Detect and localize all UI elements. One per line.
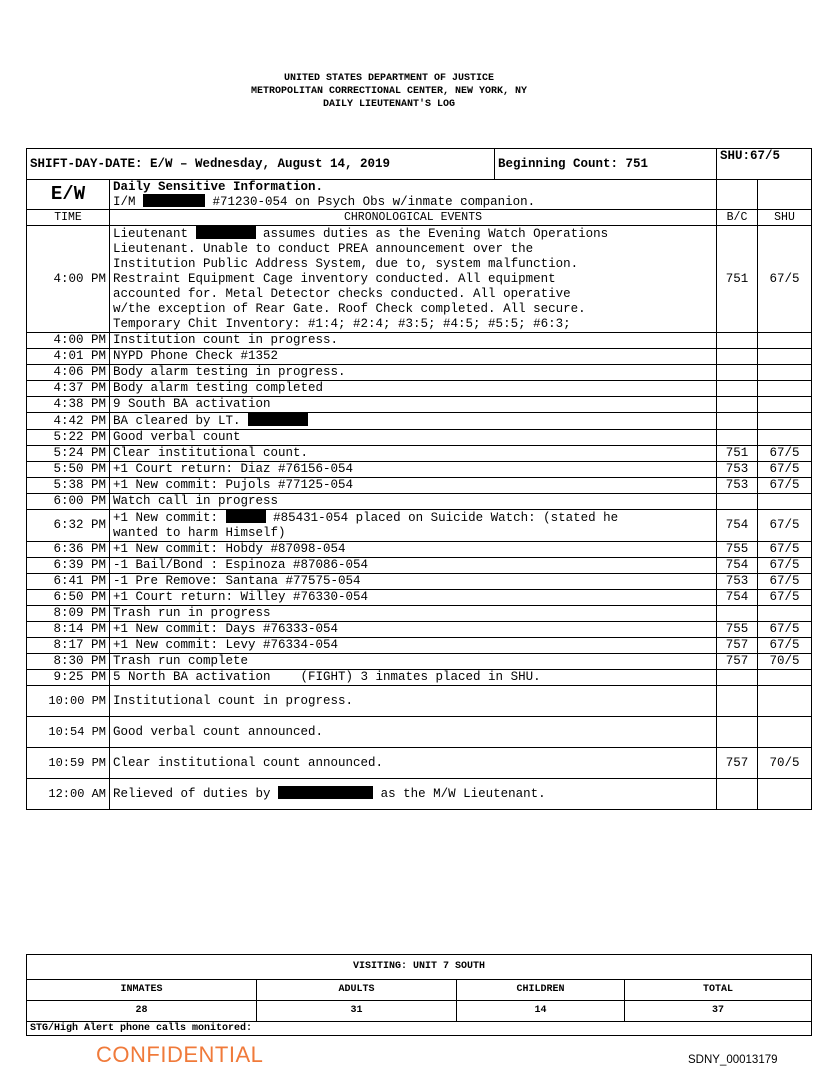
log-entry-row bbox=[27, 638, 812, 654]
visiting-header-inmates: INMATES bbox=[27, 980, 257, 1001]
col-bc: B/C bbox=[717, 210, 758, 226]
entry-event bbox=[110, 381, 717, 397]
first-entry-row bbox=[27, 226, 812, 333]
log-table bbox=[26, 148, 812, 810]
log-entry-row bbox=[27, 510, 812, 542]
entry-text: accounted for. Metal Detector checks conducted. All operative bbox=[113, 287, 571, 301]
entry-text: BA cleared by LT. bbox=[113, 414, 241, 428]
entry-bc: 757 bbox=[717, 748, 758, 779]
entry-bc bbox=[717, 717, 758, 748]
log-entry-row bbox=[27, 590, 812, 606]
entry-text: Trash run complete bbox=[113, 654, 249, 668]
watch-label: E/W bbox=[27, 180, 110, 210]
sensitive-info bbox=[110, 180, 717, 210]
entry-event bbox=[110, 365, 717, 381]
entry-time: 4:00 PM bbox=[27, 333, 110, 349]
entry-time: 8:14 PM bbox=[27, 622, 110, 638]
visiting-values-row bbox=[27, 1001, 812, 1022]
entry-shu: 70/5 bbox=[758, 748, 812, 779]
sensitive-title: Daily Sensitive Information. bbox=[113, 180, 324, 194]
entry-event bbox=[110, 462, 717, 478]
entry-time: 10:54 PM bbox=[27, 717, 110, 748]
entry-shu: 67/5 bbox=[758, 638, 812, 654]
entry-bc bbox=[717, 494, 758, 510]
entry-text: Watch call in progress bbox=[113, 494, 279, 508]
entry-shu bbox=[758, 494, 812, 510]
entry-bc: 754 bbox=[717, 558, 758, 574]
visiting-adults: 31 bbox=[257, 1001, 457, 1022]
log-entry-row bbox=[27, 748, 812, 779]
entry-shu: 67/5 bbox=[758, 574, 812, 590]
entry-shu: 67/5 bbox=[758, 510, 812, 542]
entry-event bbox=[110, 606, 717, 622]
entry-shu: 70/5 bbox=[758, 654, 812, 670]
log-entry-row bbox=[27, 478, 812, 494]
visiting-title-row bbox=[27, 955, 812, 980]
entry-shu bbox=[758, 397, 812, 413]
column-headers bbox=[27, 210, 812, 226]
entry-text: Clear institutional count. bbox=[113, 446, 309, 460]
entry-text: assumes duties as the Evening Watch Operations bbox=[263, 227, 609, 241]
entry-shu bbox=[758, 670, 812, 686]
log-entry-row bbox=[27, 413, 812, 430]
visiting-total: 37 bbox=[625, 1001, 812, 1022]
entry-shu bbox=[758, 686, 812, 717]
entry-text: Good verbal count announced. bbox=[113, 724, 324, 739]
entry-bc: 753 bbox=[717, 462, 758, 478]
entry-bc bbox=[717, 686, 758, 717]
entry-text: wanted to harm Himself) bbox=[113, 526, 286, 540]
log-entry-row bbox=[27, 670, 812, 686]
entry-event bbox=[110, 590, 717, 606]
entry-bc bbox=[717, 349, 758, 365]
header-line-1: UNITED STATES DEPARTMENT OF JUSTICE bbox=[283, 73, 495, 84]
entry-shu bbox=[758, 413, 812, 430]
log-entry-row bbox=[27, 686, 812, 717]
entry-event bbox=[110, 717, 717, 748]
entry-text: +1 Court return: Willey #76330-054 bbox=[113, 590, 369, 604]
log-entry-row bbox=[27, 558, 812, 574]
log-entry-row bbox=[27, 717, 812, 748]
entry-shu bbox=[758, 606, 812, 622]
stg-calls-label: STG/High Alert phone calls monitored: bbox=[27, 1022, 812, 1036]
redaction-block bbox=[143, 194, 205, 207]
entry-text: +1 Court return: Diaz #76156-054 bbox=[113, 462, 354, 476]
entry-event bbox=[110, 542, 717, 558]
entry-time: 8:09 PM bbox=[27, 606, 110, 622]
bates-number: SDNY_00013179 bbox=[688, 1054, 778, 1066]
entry-text: Lieutenant. Unable to conduct PREA announcement over the bbox=[113, 242, 534, 256]
visiting-header-adults: ADULTS bbox=[257, 980, 457, 1001]
entry-bc bbox=[717, 365, 758, 381]
log-entry-row bbox=[27, 381, 812, 397]
entry-text: Trash run in progress bbox=[113, 606, 271, 620]
entry-time: 6:32 PM bbox=[27, 510, 110, 542]
entry-shu bbox=[758, 717, 812, 748]
entry-time: 8:17 PM bbox=[27, 638, 110, 654]
entry-text: +1 New commit: Days #76333-054 bbox=[113, 622, 339, 636]
entry-text: NYPD Phone Check #1352 bbox=[113, 349, 279, 363]
log-entry-row bbox=[27, 542, 812, 558]
entry-text: 5 North BA activation (FIGHT) 3 inmates placed in SHU. bbox=[113, 670, 541, 684]
entry-event bbox=[110, 494, 717, 510]
entry-text: Good verbal count bbox=[113, 430, 241, 444]
entry-event bbox=[110, 478, 717, 494]
entry-time: 10:00 PM bbox=[27, 686, 110, 717]
entry-bc bbox=[717, 606, 758, 622]
entry-bc bbox=[717, 413, 758, 430]
header-line-2: METROPOLITAN CORRECTIONAL CENTER, NEW YORK, NY bbox=[250, 86, 528, 97]
col-time: TIME bbox=[27, 210, 110, 226]
entry-time: 6:41 PM bbox=[27, 574, 110, 590]
entry-bc: 754 bbox=[717, 590, 758, 606]
entry-bc bbox=[717, 779, 758, 810]
entry-bc: 757 bbox=[717, 654, 758, 670]
entry-text: as the M/W Lieutenant. bbox=[380, 787, 546, 801]
entry-bc bbox=[717, 333, 758, 349]
entry-text: Body alarm testing in progress. bbox=[113, 365, 346, 379]
entry-time: 4:42 PM bbox=[27, 413, 110, 430]
log-entry-row bbox=[27, 397, 812, 413]
entry-text: +1 New commit: Pujols #77125-054 bbox=[113, 478, 354, 492]
entry-shu: 67/5 bbox=[758, 446, 812, 462]
entry-text: #85431-054 placed on Suicide Watch: (stated he bbox=[273, 511, 619, 525]
header-line-3: DAILY LIEUTENANT'S LOG bbox=[322, 99, 456, 110]
entry-time: 5:38 PM bbox=[27, 478, 110, 494]
entry-event bbox=[110, 558, 717, 574]
entry-event bbox=[110, 446, 717, 462]
shift-day-date: SHIFT-DAY-DATE: E/W – Wednesday, August 14, 2019 bbox=[27, 149, 495, 180]
entry-time: 4:38 PM bbox=[27, 397, 110, 413]
entry-time: 9:25 PM bbox=[27, 670, 110, 686]
visiting-table bbox=[26, 954, 812, 1036]
entry-event bbox=[110, 748, 717, 779]
entry-text: Clear institutional count announced. bbox=[113, 755, 384, 770]
entry-text: Lieutenant bbox=[113, 227, 189, 241]
sensitive-prefix: I/M bbox=[113, 195, 136, 209]
entry-bc bbox=[717, 430, 758, 446]
log-entry-row bbox=[27, 333, 812, 349]
entry-shu bbox=[758, 333, 812, 349]
entry-bc bbox=[717, 381, 758, 397]
col-events: CHRONOLOGICAL EVENTS bbox=[110, 210, 717, 226]
entry-bc: 754 bbox=[717, 510, 758, 542]
entry-shu: 67/5 bbox=[758, 558, 812, 574]
shu-count: SHU:67/5 bbox=[717, 149, 812, 180]
entry-shu: 67/5 bbox=[758, 542, 812, 558]
entry-time: 6:00 PM bbox=[27, 494, 110, 510]
log-entry-row bbox=[27, 430, 812, 446]
sensitive-suffix: #71230-054 on Psych Obs w/inmate companion. bbox=[212, 195, 536, 209]
entry-bc bbox=[717, 670, 758, 686]
entry-shu bbox=[758, 430, 812, 446]
log-entry-row bbox=[27, 654, 812, 670]
redaction-block bbox=[278, 786, 373, 799]
entry-shu bbox=[758, 381, 812, 397]
confidential-stamp: CONFIDENTIAL bbox=[96, 1042, 264, 1067]
entry-text: -1 Bail/Bond : Espinoza #87086-054 bbox=[113, 558, 369, 572]
entry-event bbox=[110, 622, 717, 638]
entry-time: 4:01 PM bbox=[27, 349, 110, 365]
visiting-inmates: 28 bbox=[27, 1001, 257, 1022]
log-entry-row bbox=[27, 779, 812, 810]
entry-shu: 67/5 bbox=[758, 226, 812, 333]
sensitive-row bbox=[27, 180, 812, 210]
entry-time: 8:30 PM bbox=[27, 654, 110, 670]
entry-event bbox=[110, 638, 717, 654]
entry-bc: 751 bbox=[717, 446, 758, 462]
entry-event bbox=[110, 226, 717, 333]
entry-text: Restraint Equipment Cage inventory conducted. All equipment bbox=[113, 272, 556, 286]
visiting-children: 14 bbox=[457, 1001, 625, 1022]
visiting-header-total: TOTAL bbox=[625, 980, 812, 1001]
entry-time: 5:22 PM bbox=[27, 430, 110, 446]
entry-time: 10:59 PM bbox=[27, 748, 110, 779]
entry-time: 6:39 PM bbox=[27, 558, 110, 574]
entry-bc bbox=[717, 397, 758, 413]
log-entry-row bbox=[27, 462, 812, 478]
entry-shu: 67/5 bbox=[758, 590, 812, 606]
entry-shu bbox=[758, 779, 812, 810]
entry-event bbox=[110, 686, 717, 717]
log-entry-row bbox=[27, 606, 812, 622]
entry-event bbox=[110, 349, 717, 365]
entry-text: +1 New commit: bbox=[113, 511, 219, 525]
entry-text: Temporary Chit Inventory: #1:4; #2:4; #3:5; #4:5; #5:5; #6:3; bbox=[113, 317, 571, 331]
log-entry-row bbox=[27, 622, 812, 638]
entry-event bbox=[110, 510, 717, 542]
visiting-title: VISITING: UNIT 7 SOUTH bbox=[27, 955, 812, 980]
entry-shu bbox=[758, 349, 812, 365]
entry-text: 9 South BA activation bbox=[113, 397, 271, 411]
entry-time: 5:24 PM bbox=[27, 446, 110, 462]
entry-time: 12:00 AM bbox=[27, 779, 110, 810]
entry-time: 5:50 PM bbox=[27, 462, 110, 478]
entry-text: Institution Public Address System, due to, system malfunction. bbox=[113, 257, 579, 271]
entry-bc: 757 bbox=[717, 638, 758, 654]
visiting-header-children: CHILDREN bbox=[457, 980, 625, 1001]
log-entry-row bbox=[27, 574, 812, 590]
entry-text: +1 New commit: Hobdy #87098-054 bbox=[113, 542, 346, 556]
entry-shu: 67/5 bbox=[758, 462, 812, 478]
entry-shu bbox=[758, 365, 812, 381]
entry-shu: 67/5 bbox=[758, 478, 812, 494]
entry-time: 4:00 PM bbox=[27, 226, 110, 333]
entry-event bbox=[110, 574, 717, 590]
entry-bc: 755 bbox=[717, 622, 758, 638]
entry-event bbox=[110, 333, 717, 349]
entry-text: Institution count in progress. bbox=[113, 333, 339, 347]
entry-text: Institutional count in progress. bbox=[113, 693, 354, 708]
entry-time: 4:06 PM bbox=[27, 365, 110, 381]
entry-text: w/the exception of Rear Gate. Roof Check completed. All secure. bbox=[113, 302, 586, 316]
entry-shu: 67/5 bbox=[758, 622, 812, 638]
shift-row bbox=[27, 149, 812, 180]
document-header bbox=[0, 72, 778, 111]
entry-event bbox=[110, 430, 717, 446]
entry-bc: 751 bbox=[717, 226, 758, 333]
redaction-block bbox=[226, 510, 266, 523]
entry-event bbox=[110, 397, 717, 413]
entry-event bbox=[110, 654, 717, 670]
entry-time: 4:37 PM bbox=[27, 381, 110, 397]
log-entry-row bbox=[27, 349, 812, 365]
entry-text: +1 New commit: Levy #76334-054 bbox=[113, 638, 339, 652]
entry-bc: 755 bbox=[717, 542, 758, 558]
entry-text: Body alarm testing completed bbox=[113, 381, 324, 395]
entry-event bbox=[110, 670, 717, 686]
entry-event bbox=[110, 779, 717, 810]
stg-row bbox=[27, 1022, 812, 1036]
entry-bc: 753 bbox=[717, 478, 758, 494]
entry-event bbox=[110, 413, 717, 430]
log-entry-row bbox=[27, 494, 812, 510]
entry-text: -1 Pre Remove: Santana #77575-054 bbox=[113, 574, 361, 588]
entry-bc: 753 bbox=[717, 574, 758, 590]
col-shu: SHU bbox=[758, 210, 812, 226]
log-entry-row bbox=[27, 365, 812, 381]
entry-time: 6:50 PM bbox=[27, 590, 110, 606]
redaction-block bbox=[248, 413, 308, 426]
beginning-count: Beginning Count: 751 bbox=[495, 149, 717, 180]
entry-text: Relieved of duties by bbox=[113, 787, 271, 801]
entry-time: 6:36 PM bbox=[27, 542, 110, 558]
log-entry-row bbox=[27, 446, 812, 462]
visiting-header-row bbox=[27, 980, 812, 1001]
redaction-block bbox=[196, 226, 256, 239]
